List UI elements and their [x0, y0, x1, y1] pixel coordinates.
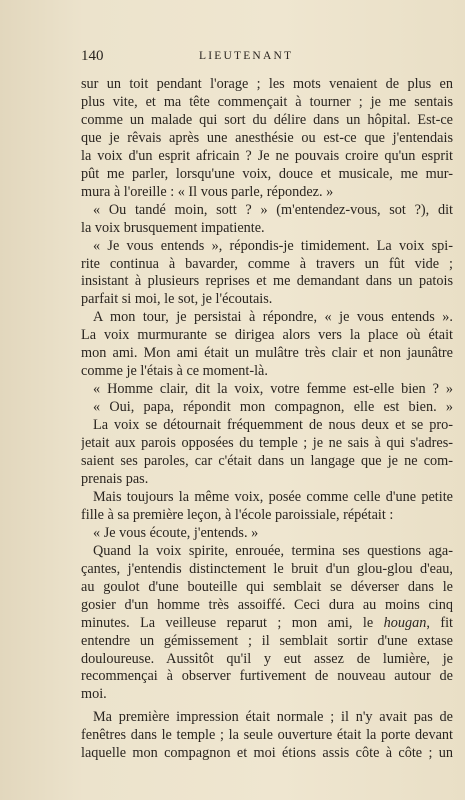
- text-line: « Homme clair, dit la voix, votre femme est-elle bien ? »: [93, 381, 453, 398]
- page-number: 140: [81, 48, 104, 64]
- text-line: « Je vous entends », répondis-je timidement. La voix spi-: [93, 237, 453, 254]
- text-line: Ma première impression était normale ; il n'y avait pas de: [93, 709, 453, 726]
- text-line: çantes, j'entendis distinctement le bruit d'un glou-glou d'eau,: [81, 560, 453, 577]
- text-line: moi.: [81, 686, 107, 703]
- text-line: minutes. La veilleuse reparut ; mon ami, le hougan, fit: [81, 614, 453, 631]
- text-line: gosier d'un homme très assoiffé. Ceci dura au moins cinq: [81, 596, 453, 613]
- text-line: plus vite, et ma tête commençait à tourner ; je me sentais: [81, 93, 453, 110]
- text-line: La voix se détournait fréquemment de nous deux et se pro-: [93, 417, 453, 434]
- text-line: mon ami. Mon ami était un mulâtre très clair et non jaunâtre: [81, 345, 453, 362]
- text-line: comme un malade qui sort du délire dans un hôpital. Est-ce: [81, 111, 453, 128]
- text-line: Quand la voix spirite, enrouée, termina ses questions aga-: [93, 542, 453, 559]
- text-line: douloureuse. Aussitôt qu'il y eut assez de lumière, je: [81, 650, 453, 667]
- text-line: fille à sa première leçon, à l'école paroissiale, répétait :: [81, 506, 394, 523]
- text-line: recommençai à observer furtivement de nouveau autour de: [81, 668, 453, 685]
- text-line: entendre un gémissement ; il semblait sortir d'une extase: [81, 632, 453, 649]
- text-line: laquelle mon compagnon et moi étions assis côte à côte ; un: [81, 745, 453, 762]
- text-line: La voix murmurante se dirigea alors vers la place où était: [81, 327, 453, 344]
- text-line: comme je l'étais à ce moment-là.: [81, 363, 268, 380]
- text-line: Mais toujours la même voix, posée comme celle d'une petite: [93, 488, 453, 505]
- text-line: mura à l'oreille : « Il vous parle, répondez. »: [81, 183, 334, 200]
- text-line: rite continua à bavarder, comme à travers un fût vide ;: [81, 255, 453, 272]
- page-header: [81, 48, 449, 66]
- text-line: « Je vous écoute, j'entends. »: [93, 524, 259, 541]
- body-text: [81, 76, 453, 763]
- text-line: au goulot d'une bouteille qui semblait se déverser dans le: [81, 578, 453, 595]
- running-title: LIEUTENANT: [199, 50, 294, 62]
- text-line: insistant à plusieurs reprises et me demandant dans un patois: [81, 273, 453, 290]
- text-line: la voix brusquement impatiente.: [81, 219, 265, 236]
- text-line: A mon tour, je persistai à répondre, « je vous entends ».: [93, 309, 453, 326]
- text-line: « Ou tandé moin, sott ? » (m'entendez-vous, sot ?), dit: [93, 201, 453, 218]
- text-line: fenêtres dans le temple ; la seule ouverture était la porte devant: [81, 727, 453, 744]
- text-line: sur un toit pendant l'orage ; les mots venaient de plus en: [81, 76, 453, 92]
- text-line: jetait aux parois opposées du temple ; je ne sais à qui s'adres-: [81, 435, 453, 452]
- text-line: prenais pas.: [81, 470, 149, 487]
- text-line: « Oui, papa, répondit mon compagnon, elle est bien. »: [93, 399, 453, 416]
- text-line: que je rêvais après une anesthésie ou est-ce que j'entendais: [81, 129, 453, 146]
- text-line: parfait si moi, le sot, je l'écoutais.: [81, 291, 273, 308]
- text-line: pût me parler, lorsqu'une voix, douce et musicale, me mur-: [81, 165, 453, 182]
- text-line: saient ses paroles, car c'était dans un langage que je ne com-: [81, 453, 453, 470]
- text-line: la voix d'un esprit africain ? Je ne pouvais croire qu'un esprit: [81, 147, 453, 164]
